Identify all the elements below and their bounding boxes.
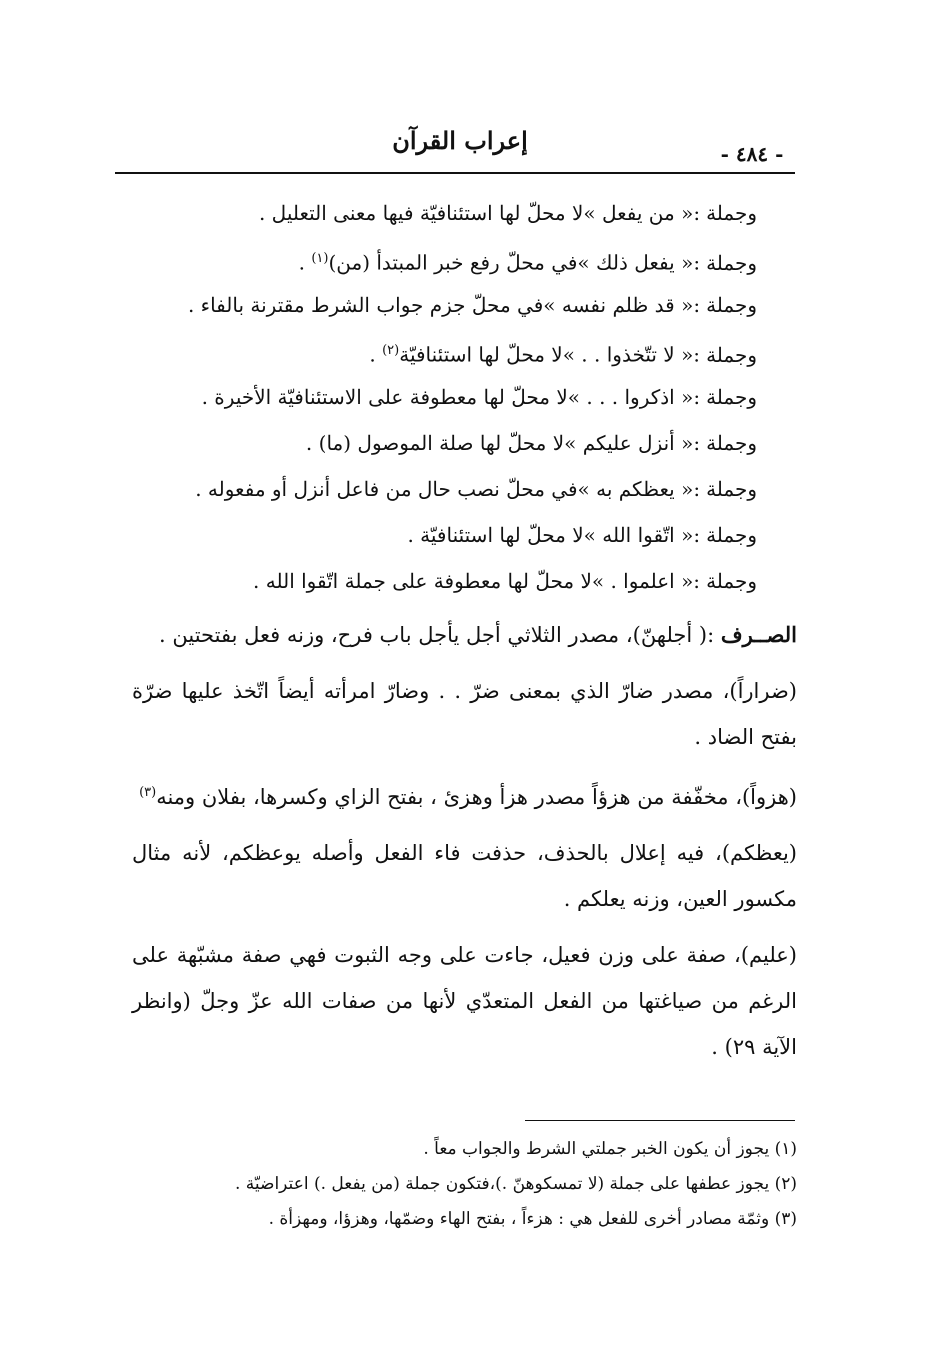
- paragraph-text: (هزواً)، مخفّفة من هزؤاً مصدر هزأ وهزئ ، بفتح الزاي وكسرها، بفلان ومنه: [156, 785, 797, 809]
- page-number: - ٤٨٤ -: [720, 142, 784, 166]
- line-label: وجملة: [706, 477, 757, 501]
- list-item: [137, 558, 757, 604]
- line-text: :« اتّقوا الله »لا محلّ لها استئنافيّة .: [407, 523, 701, 547]
- list-item: [137, 328, 757, 374]
- line-text: :« أنزل عليكم »لا محلّ لها صلة الموصول (ما) .: [305, 431, 701, 455]
- list-item: [137, 190, 757, 236]
- line-label: وجملة: [706, 201, 757, 225]
- footnote: (١) يجوز أن يكون الخبر جملتي الشرط والجواب معاً .: [423, 1139, 797, 1159]
- line-label: وجملة: [706, 431, 757, 455]
- footnotes: [132, 1132, 797, 1237]
- line-text: :« اذكروا . . . »لا محلّ لها معطوفة على الاستئنافيّة الأخيرة .: [201, 385, 701, 409]
- footnote-marker: (٣): [139, 785, 157, 800]
- line-text: :« يعظكم به »في محلّ نصب حال من فاعل أنزل أو مفعوله .: [195, 477, 701, 501]
- running-title: إعراب القرآن: [392, 126, 528, 155]
- sentence-analysis-list: [137, 190, 757, 604]
- line-text: :« من يفعل »لا محلّ لها استئنافيّة فيها معنى التعليل .: [258, 201, 701, 225]
- list-item: [137, 512, 757, 558]
- line-label: وجملة: [706, 523, 757, 547]
- header-divider: [115, 172, 795, 174]
- line-text: :« اعلموا . »لا محلّ لها معطوفة على جملة اتّقوا الله .: [253, 569, 701, 593]
- paragraph: [132, 770, 797, 820]
- paragraph: (يعظكم)، فيه إعلال بالحذف، حذفت فاء الفعل وأصله يوعظكم، لأنه مثال مكسور العين، وزنه يعلكم .: [132, 841, 797, 911]
- line-tail: .: [298, 250, 312, 275]
- footnote-divider: [525, 1120, 795, 1121]
- line-label: وجملة: [706, 385, 757, 409]
- list-item: [137, 374, 757, 420]
- line-text: :« قد ظلم نفسه »في محلّ جزم جواب الشرط مقترنة بالفاء .: [187, 293, 701, 317]
- paragraph-text: :( أجلهنّ)، مصدر الثلاثي أجل يأجل باب فرح، وزنه فعل بفتحتين .: [159, 623, 715, 647]
- footnote: (٢) يجوز عطفها على جملة (لا تمسكوهنّ .)،فتكون جملة (من يفعل .) اعتراضيّة .: [234, 1174, 797, 1194]
- paragraph: [132, 612, 797, 658]
- line-label: وجملة: [706, 293, 757, 317]
- paragraph: (ضراراً)، مصدر ضارّ الذي بمعنى ضرّ . . وضارّ امرأته أيضاً اتّخذ عليها ضرّة بفتح الضاد .: [132, 679, 797, 749]
- list-item: [137, 236, 757, 282]
- morphology-section: [132, 612, 797, 1080]
- list-item: [137, 282, 757, 328]
- line-label: وجملة: [706, 569, 757, 593]
- list-item: [137, 420, 757, 466]
- line-tail: .: [369, 342, 383, 367]
- line-label: وجملة: [706, 342, 757, 367]
- section-heading: الصــرف: [720, 622, 797, 647]
- line-text: :« لا تتّخذوا . . »لا محلّ لها استئنافيّة: [399, 342, 701, 367]
- footnote-marker: (١): [311, 251, 329, 266]
- footnote: (٣) وثمّة مصادر أخرى للفعل هي : هزءاً ، بفتح الهاء وضمّها، وهزؤا، ومهزأة .: [268, 1209, 797, 1229]
- footnote-marker: (٢): [382, 343, 400, 358]
- line-label: وجملة: [706, 250, 757, 275]
- paragraph: (عليم)، صفة على وزن فعيل، جاءت على وجه الثبوت فهي صفة مشبّهة على الرغم من صياغتها من الفعل المتعدّي لأنها من صفات الله عزّ وجلّ (وانظر الآية ٢٩) .: [132, 943, 797, 1059]
- list-item: [137, 466, 757, 512]
- line-text: :« يفعل ذلك »في محلّ رفع خبر المبتدأ (من): [328, 250, 701, 275]
